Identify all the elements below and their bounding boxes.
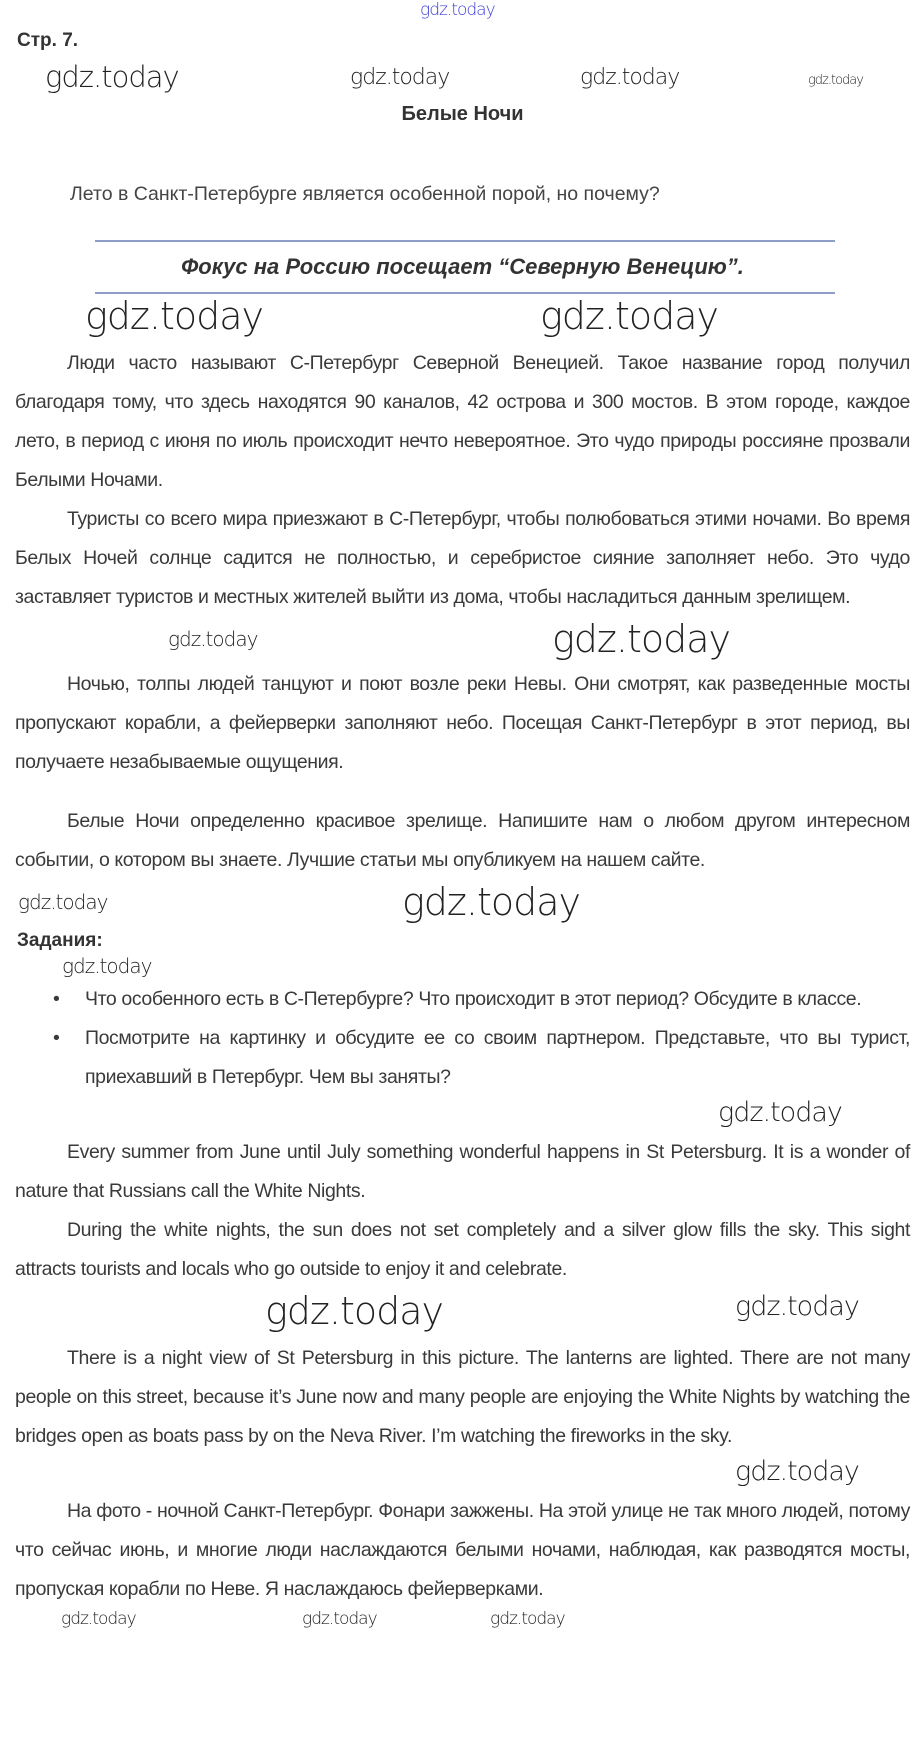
watermark-row [15,0,910,24]
watermark: gdz.today [265,1289,443,1333]
watermark-row [15,1289,910,1339]
task-item: • Что особенного есть в С-Петербурге? Что происходит в этот период? Обсудите в классе. [15,980,910,1019]
watermark-row [15,294,910,344]
paragraph [15,802,910,880]
watermark: gdz.today [62,954,152,978]
answer-text: Every summer from June until July something wonderful happens in St Petersburg. It is a wonder of nature that Russians call the White Nights. [15,1141,910,1202]
watermark-row [15,1456,910,1492]
answer-paragraph [15,1339,910,1456]
watermark: gdz.today [735,1291,859,1322]
divider-top [95,240,835,242]
watermark-row [15,617,910,665]
answer-paragraph [15,1133,910,1211]
question: Лето в Санкт-Петербурге является особенной порой, но почему? [70,183,660,205]
task-item: • Посмотрите на картинку и обсудите ее со своим партнером. Представьте, что вы турист, приехавший в Петербург. Чем вы заняты? [15,1019,910,1097]
tasks-heading: Задания: [17,930,103,951]
paragraph [15,344,910,500]
watermark-top[interactable]: gdz.today [420,0,495,20]
watermark: gdz.today [85,294,263,338]
watermark: gdz.today [168,627,258,651]
watermark: gdz.today [540,294,718,338]
paragraph [15,500,910,617]
tasks-list [15,980,910,1097]
page-label: Стр. 7. [17,30,79,51]
watermark: gdz.today [350,65,450,90]
answer-text: During the white nights, the sun does not set completely and a silver glow fills the sky. This sight attracts tourists and locals who go outside to enjoy it and celebrate. [15,1219,910,1280]
watermark: gdz.today [552,617,730,661]
watermark-row [15,880,910,928]
paragraph-text: Белые Ночи определенно красивое зрелище. Напишите нам о любом другом интересном событии, о котором вы знаете. Лучшие статьи мы опубликуем на нашем сайте. [15,810,910,871]
answer-text: На фото - ночной Санкт-Петербург. Фонари зажжены. На этой улице не так много людей, потому что сейчас июнь, и многие люди наслаждаются белыми ночами, наблюдая, как разводятся мосты, пропуская корабли по Неве. Я наслаждаюсь фейерверками. [15,1500,910,1600]
page-title: Белые Ночи [401,103,524,125]
answer-text: There is a night view of St Petersburg in this picture. The lanterns are lighted. There are not many people on this street, because it’s June now and many people are enjoying the White Nights by watching the bridges open as boats pass by on the Neva River. I’m watching the fireworks in the sky. [15,1347,910,1447]
answer-paragraph [15,1211,910,1289]
watermark: gdz.today [808,73,863,88]
paragraph-text: Туристы со всего мира приезжают в С-Петербург, чтобы полюбоваться этими ночами. Во время Белых Ночей солнце садится не полностью, и серебристое сияние заполняет небо. Это чудо заставляет туристов и местных жителей выйти из дома, чтобы насладиться данным зрелищем. [15,508,910,608]
watermark-row [15,954,910,980]
watermark: gdz.today [18,890,108,914]
watermark: gdz.today [45,60,179,94]
watermark: gdz.today [490,1609,565,1629]
paragraph-text: Люди часто называют С-Петербург Северной Венецией. Такое название город получил благодаря тому, что здесь находятся 90 каналов, 42 острова и 300 мостов. В этом городе, каждое лето, в период с июня по июль происходит нечто невероятное. Это чудо природы россияне прозвали Белыми Ночами. [15,352,910,491]
watermark: gdz.today [580,65,680,90]
answer-paragraph [15,1492,910,1609]
paragraph-text: Ночью, толпы людей танцуют и поют возле реки Невы. Они смотрят, как разведенные мосты пропускают корабли, а фейерверки заполняют небо. Посещая Санкт-Петербург в этот период, вы получаете незабываемые ощущения. [15,673,910,773]
banner-heading: Фокус на Россию посещает “Северную Венецию”. [181,254,744,279]
watermark-row [15,1609,910,1633]
watermark: gdz.today [61,1609,136,1629]
watermark: gdz.today [735,1456,859,1487]
watermark: gdz.today [302,1609,377,1629]
watermark: gdz.today [402,880,580,924]
paragraph [15,665,910,782]
watermark-row [15,60,910,100]
watermark-row [15,1097,910,1133]
watermark: gdz.today [718,1097,842,1128]
